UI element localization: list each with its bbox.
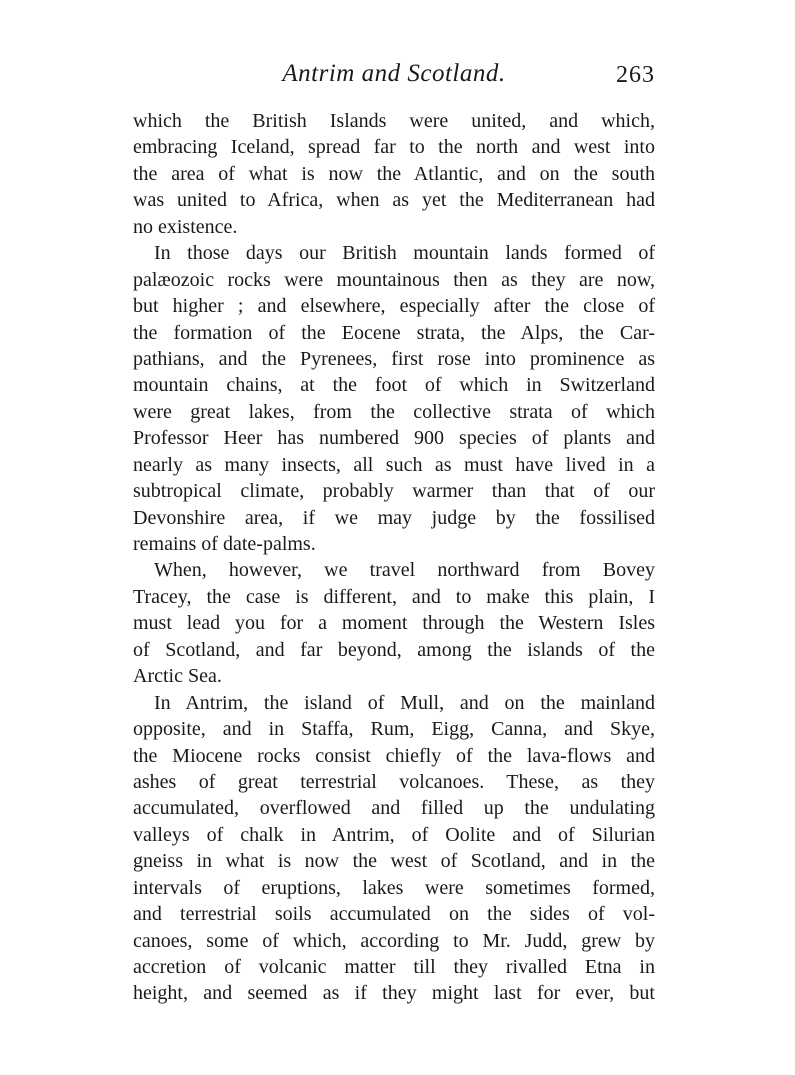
text-line: ashes of great terrestrial volcanoes. These, as they [133,770,655,793]
page-number: 263 [616,62,655,88]
text-line: and terrestrial soils accumulated on the sides of vol- [133,903,655,926]
text-line: but higher ; and elsewhere, especially after the close of [133,295,655,318]
text-line: nearly as many insects, all such as must have lived in a [133,453,655,476]
text-line: was united to Africa, when as yet the Mediterranean had [133,189,655,212]
running-head [133,60,655,94]
text-line: Arctic Sea. [133,665,222,688]
text-line: the area of what is now the Atlantic, and on the south [133,162,655,185]
text-line: valleys of chalk in Antrim, of Oolite and of Silurian [133,823,655,846]
text-line: were great lakes, from the collective strata of which [133,400,655,423]
text-line: Professor Heer has numbered 900 species of plants and [133,427,655,450]
running-title: Antrim and Scotland. [282,60,506,87]
text-line: accretion of volcanic matter till they rivalled Etna in [133,956,655,978]
text-line: accumulated, overflowed and filled up the undulating [133,797,655,820]
body-text [133,108,655,1007]
text-line: height, and seemed as if they might last for ever, but [133,982,655,1005]
text-line: palæozoic rocks were mountainous then as they are now, [133,268,655,291]
text-line: the formation of the Eocene strata, the Alps, the Car- [133,321,655,344]
text-line: Tracey, the case is different, and to make this plain, I [133,585,655,608]
text-line: remains of date-palms. [133,533,316,555]
text-line: subtropical climate, probably warmer than that of our [133,480,655,503]
text-line: gneiss in what is now the west of Scotland, and in the [133,850,655,873]
text-line: the Miocene rocks consist chiefly of the lava-flows and [133,744,655,767]
text-line: In those days our British mountain lands formed of [154,242,655,265]
text-line: of Scotland, and far beyond, among the islands of the [133,638,655,661]
text-line: no existence. [133,215,238,238]
text-line: In Antrim, the island of Mull, and on the mainland [154,691,655,714]
text-line: When, however, we travel northward from Bovey [154,559,655,582]
text-line: opposite, and in Staffa, Rum, Eigg, Canna, and Skye, [133,718,655,741]
text-line: pathians, and the Pyrenees, first rose into prominence as [133,347,655,370]
text-line: intervals of eruptions, lakes were sometimes formed, [133,876,655,899]
text-line: canoes, some of which, according to Mr. Judd, grew by [133,929,655,952]
text-line: which the British Islands were united, and which, [133,110,655,132]
text-line: mountain chains, at the foot of which in Switzerland [133,374,655,397]
text-line: embracing Iceland, spread far to the north and west into [133,136,655,159]
text-line: must lead you for a moment through the Western Isles [133,612,655,635]
text-line: Devonshire area, if we may judge by the fossilised [133,506,655,529]
